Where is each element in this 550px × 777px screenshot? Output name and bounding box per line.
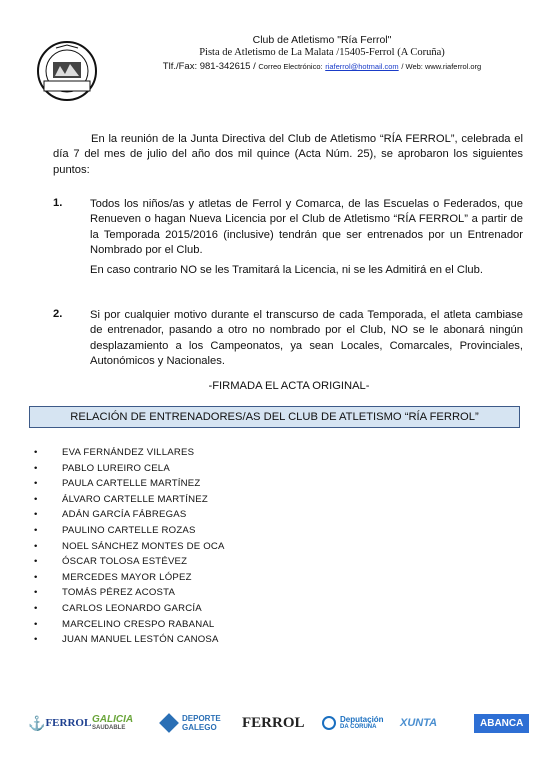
- coach-name: TOMÁS PÉREZ ACOSTA: [62, 587, 176, 599]
- galicia-saudable-logo: GALICIA SAUDABLE: [92, 714, 134, 731]
- diamond-icon: [159, 713, 179, 733]
- point-1-paragraph-2: En caso contrario NO se les Tramitará la Licencia, ni se les Admitirá en el Club.: [90, 264, 483, 276]
- bullet-icon: •: [34, 493, 38, 505]
- point-1-paragraph-1: Todos los niños/as y atletas de Ferrol y Comarca, de las Escuelas o Federados, que Renueven o hagan Nueva Licencia por el Club de Atletismo “RÍA FERROL” a partir de la Temporada 2015/2016 (inclusive) tendrán que ser entrenados por un Entrenador Nombrado por el Club.: [90, 198, 523, 257]
- club-contact: [112, 61, 532, 72]
- list-item: [34, 601, 225, 617]
- list-item: [34, 492, 225, 508]
- web-text: / Web: www.riaferrol.org: [401, 62, 482, 71]
- list-item: [34, 617, 225, 633]
- point-1-number: 1.: [53, 197, 63, 209]
- list-item: [34, 523, 225, 539]
- list-item: [34, 570, 225, 586]
- intro-paragraph: En la reunión de la Junta Directiva del Club de Atletismo “RÍA FERROL”, celebrada el día 7 del mes de julio del año dos mil quince (Acta Núm. 25), se aprobaron los siguientes puntos:: [53, 133, 523, 176]
- coach-name: PAULINO CARTELLE ROZAS: [62, 524, 196, 536]
- list-item: [34, 476, 225, 492]
- coach-name: MERCEDES MAYOR LÓPEZ: [62, 571, 192, 583]
- bullet-icon: •: [34, 618, 38, 630]
- deporte-galego-logo: DEPORTE GALEGO: [162, 706, 221, 740]
- email-link[interactable]: riaferrol@hotmail.com: [325, 62, 399, 71]
- bullet-icon: •: [34, 447, 38, 458]
- phone-text: Tlf./Fax: 981-342615 /: [162, 61, 256, 72]
- bullet-icon: •: [34, 524, 38, 536]
- bullet-icon: •: [34, 556, 38, 568]
- bullet-icon: •: [34, 602, 38, 614]
- deputacion-logo: Deputación DA CORUÑA: [322, 706, 384, 740]
- emblem-icon: [322, 716, 336, 730]
- coach-name: ÓSCAR TOLOSA ESTÉVEZ: [62, 556, 188, 568]
- list-item: [34, 632, 225, 648]
- bullet-icon: •: [34, 462, 38, 474]
- list-item: [34, 585, 225, 601]
- list-item: [34, 554, 225, 570]
- coach-name: MARCELINO CRESPO RABANAL: [62, 618, 215, 630]
- ferrol-logo: ⚓ FERROL: [28, 714, 92, 731]
- coach-name: ÁLVARO CARTELLE MARTÍNEZ: [62, 493, 208, 505]
- coach-name: PABLO LUREIRO CELA: [62, 462, 170, 474]
- club-logo: [36, 40, 98, 102]
- sponsors-footer: [24, 706, 534, 740]
- bullet-icon: •: [34, 509, 38, 521]
- ferrol-concello-logo: FERROL: [242, 714, 305, 731]
- list-item: [34, 445, 225, 461]
- list-item: [34, 461, 225, 477]
- bullet-icon: •: [34, 634, 38, 646]
- list-item: [34, 539, 225, 555]
- abanca-logo: ABANCA: [474, 706, 529, 740]
- point-2-paragraph-1: Si por cualquier motivo durante el transcurso de cada Temporada, el atleta cambiase de entrenador, pasando a otro no nombrado por el Club, NO se le abonará ningún desplazamiento a los Campeonatos, ya sean Locales, Comarcales, Provinciales, Autonómicos y Nacionales.: [90, 309, 523, 368]
- coach-name: PAULA CARTELLE MARTÍNEZ: [62, 478, 201, 490]
- coaches-title-banner: RELACIÓN DE ENTRENADORES/AS DEL CLUB DE ATLETISMO “RÍA FERROL”: [29, 406, 520, 428]
- anchor-icon: ⚓: [28, 714, 46, 731]
- bullet-icon: •: [34, 478, 38, 490]
- bullet-icon: •: [34, 587, 38, 599]
- coach-name: CARLOS LEONARDO GARCÍA: [62, 602, 202, 614]
- xunta-logo: XUNTA: [400, 717, 438, 729]
- coach-name: NOEL SÁNCHEZ MONTES DE OCA: [62, 540, 225, 552]
- club-address: Pista de Atletismo de La Malata /15405-Ferrol (A Coruña): [199, 47, 445, 58]
- bullet-icon: •: [34, 571, 38, 583]
- bullet-icon: •: [34, 540, 38, 552]
- club-title: Club de Atletismo "Ría Ferrol": [252, 34, 392, 46]
- email-label: Correo Electrónico:: [258, 62, 323, 71]
- coach-name: JUAN MANUEL LESTÓN CANOSA: [62, 634, 219, 646]
- list-item: [34, 507, 225, 523]
- coach-name: EVA FERNÁNDEZ VILLARES: [62, 447, 195, 458]
- signed-note: -FIRMADA EL ACTA ORIGINAL-: [208, 380, 370, 392]
- coach-name: ADÁN GARCÍA FÁBREGAS: [62, 509, 187, 521]
- point-2-number: 2.: [53, 308, 63, 320]
- coaches-list: [34, 445, 225, 648]
